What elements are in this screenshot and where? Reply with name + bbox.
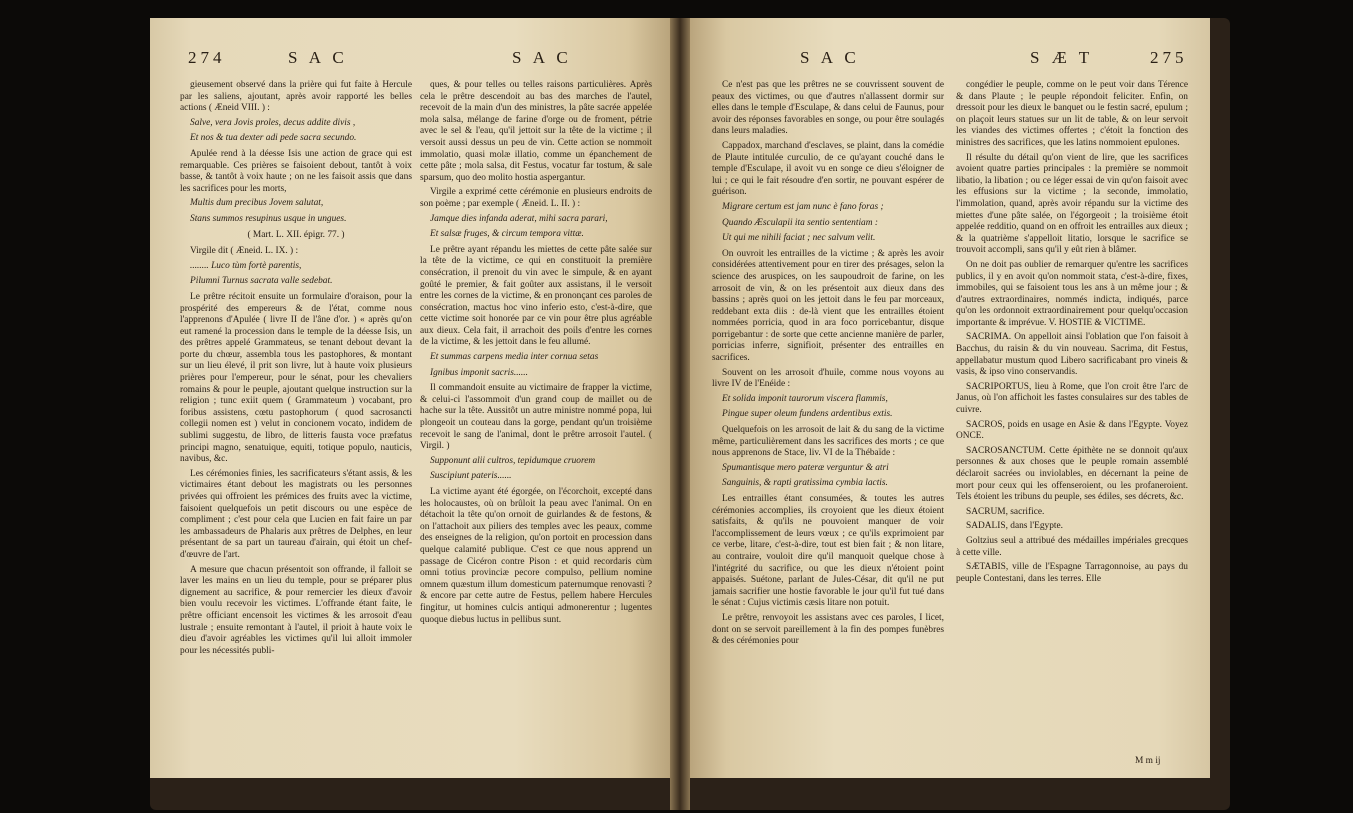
- verse-line: Et solida imponit taurorum viscera flammis,: [722, 393, 888, 404]
- left-page: [150, 18, 670, 810]
- verse-line: Suscipiunt pateris......: [430, 471, 512, 482]
- paragraph: SACRIPORTUS, lieu à Rome, que l'on croit être l'arc de Janus, où l'on affichoit les fastes consulaires sur des tables de cuivre.: [956, 381, 1188, 416]
- verse-line: Et summas carpens media inter cornua setas: [430, 352, 599, 363]
- paragraph: Les cérémonies finies, les sacrificateurs s'étant assis, & les victimaires étant debout les magistrats ou les personnes privées qui offroient les prémices des fruits avec la victime, faisoient quelquefois un petit discours ou une espèce de compliment ; c'est pour cela que Lucien en fait faire un par les ambassadeurs de Phalaris aux prêtres de Delphes, en leur présentant de sa part un taureau d'airain, qui étoit un chef-d'œuvre de l'art.: [180, 468, 412, 560]
- citation: ( Mart. L. XII. épigr. 77. ): [247, 229, 345, 240]
- running-head: S A C: [800, 48, 860, 67]
- verse-line: Pingue super oleum fundens ardentibus extis.: [722, 409, 893, 420]
- paragraph: Apulée rend à la déesse Isis une action de grace qui est remarquable. Ces prières se faisoient debout, tantôt à voix basse, & tantôt à voix haute ; on ne les faisoit assis que dans les sacrifices pour les morts,: [180, 148, 412, 194]
- paragraph: On ouvroit les entrailles de la victime ; & après les avoir considérées attentivement pour en tirer des présages, selon la science des aruspices, on les saupoudroit de farine, on les arrosoit de vin, & on les présentoit aux dieux dans des bassins ; après quoi on les jettoit dans le feu par morceaux, reddebant exta diis : de-là vient que les entrailles étoient nommées porricia, quod in ara foco porricebantur, disque porrigebantur : de sorte que cette ancienne manière de parler, porricias inferre, signifioit, présenter des entrailles en sacrifices.: [712, 248, 944, 364]
- verse-line: Salve, vera Jovis proles, decus addite divis ,: [190, 117, 356, 128]
- paragraph: Les entrailles étant consumées, & toutes les autres cérémonies accomplies, ils croyoient que les dieux étoient satisfaits, & qu'ils ne pouvoient manquer de voir l'accomplissement de leurs vœux ; ce qu'ils exprimoient par ce verbe, litare, c'est-à-dire, tout est bien fait ; & non litare, au contraire, vouloit dire qu'il manquoit quelque chose à l'intégrité du sacrifice, ou que les dieux n'étoient point appaisés. Suétone, parlant de Jules-César, dit qu'il ne put jamais sacrifier une hostie favorable le jour qu'il fut tué dans le sénat : Cujus victimis cæsis litare non potuit.: [712, 494, 944, 609]
- running-head: S A C: [512, 48, 572, 67]
- verse-line: Spumantisque mero pateræ verguntur & atri: [722, 462, 889, 473]
- running-head: S A C: [288, 48, 348, 67]
- paragraph: Il résulte du détail qu'on vient de lire, que les sacrifices avoient quatre parties principales : la première se nommoit libatio, la libation ; ou ce léger essai de vin qu'on faisoit avec les effusions sur la victime ; la seconde, immolatio, l'immolation, quand, après avoir répandu sur la victime des miettes d'une pâte salée, on l'égorgeoit ; la troisième étoit appelée redditio, quand on en offroit les entrailles aux dieux ; & la quatrième s'appelloit litatio, lorsque le sacrifice se trouvoit accompli, sans qu'il y eût rien à blâmer.: [956, 152, 1188, 256]
- paragraph: gieusement observé dans la prière qui fut faite à Hercule par les saliens, ajoutant, après avoir rapporté les belles actions ( Æneid VIII. ) :: [180, 80, 412, 114]
- paragraph: SACRUM, sacrifice.: [966, 506, 1045, 517]
- verse-line: Jamque dies infanda aderat, mihi sacra parari,: [430, 213, 608, 224]
- verse-line: Ut qui me nihili faciat ; nec salvum velit.: [722, 233, 876, 244]
- paragraph: Goltzius seul a attribué des médailles impériales grecques à cette ville.: [956, 535, 1188, 558]
- paragraph: ques, & pour telles ou telles raisons particulières. Après cela le prêtre descendoit au bas des marches de l'autel, recevoit de la main d'un des ministres, la pâte sacrée appelée mola salsa, mélange de farine d'orge ou de froment, pétrie avec le sel & l'eau, qu'il jettoit sur la tête de la victime ; il versoit aussi dessus un peu de vin. Cette action se nommoit immolatio, quasi molæ illatio, comme un épanchement de cette pâte ; mola salsa, dit Festus, vocatur far tostum, & sale sparsum, quo deo molito hostia aspergantur.: [420, 80, 652, 183]
- paragraph: Le prêtre récitoit ensuite un formulaire d'oraison, pour la prospérité des empereurs & de l'état, comme nous l'apprenons d'Apulée ( livre II de l'âne d'or. ) « après qu'on eut ramené la procession dans le temple de la déesse Isis, un des prêtres appelé Grammateus, se tenant debout devant la porte du chœur, assembla tous les pastophores, & montant sur un lieu élevé, il prit son livre, lut à haute voix plusieurs prières pour l'empereur, pour le sénat, pour les chevaliers romains & pour le peuple, ajoutant quelque instruction sur la religion ; tunc exiit quem ( Grammateum ) vocabant, pro foribus assistens, cœtu pastophorum ( quod sacrosancti collegii nomen est ) velut in concionem vocato, indidem de sublimi suggestu, de libro, de litteris fausta voce præfatus principi magno, senatuique, equiti, totique populo, nauticis, navibus, &c.: [180, 291, 412, 465]
- verse-line: ........ Luco tùm fortè parentis,: [190, 260, 302, 271]
- left-page-header: [150, 48, 670, 74]
- running-head: S Æ T: [1030, 48, 1094, 67]
- open-book: [150, 18, 1230, 810]
- paragraph: Le prêtre, renvoyoit les assistans avec ces paroles, I licet, dont on se servoit pareillement à la fin des pompes funèbres & des cérémonies pour: [712, 612, 944, 647]
- text-column: [712, 80, 944, 651]
- paragraph: La victime ayant été égorgée, on l'écorchoit, excepté dans les holocaustes, où on brûloit la peau avec l'animal. On en détachoit la tête qu'on ornoit de guirlandes & de festons, & on l'attachoit aux piliers des temples avec les peaux, comme des enseignes de la religion, qu'on portoit en procession dans quelque calamité publique. C'est ce que nous apprend un passage de Cicéron contre Pison : et quid recordaris cùm omni totius provinciæ pecore compulso, pellium nomine omnem quæstum illum domesticum paternumque renovasti ? & encore par cette autre de Festus, pellem habere Hercules fingitur, ut homines culcis antiqui admonerentur ; lugentes quoque diebus luctus in pellibus sunt.: [420, 487, 652, 625]
- book-gutter: [670, 18, 690, 810]
- verse-line: Migrare certum est jam nunc è fano foras ;: [722, 201, 884, 212]
- right-page-paper: [690, 18, 1210, 778]
- paragraph: Quelquefois on les arrosoit de lait & du sang de la victime même, particulièrement dans les sacrifices des morts ; ce que nous apprenons de Stace, liv. VI de la Thébaïde :: [712, 425, 944, 459]
- paragraph: SÆTABIS, ville de l'Espagne Tarragonnoise, au pays du peuple Contestani, dans les terres. Elle: [956, 562, 1188, 584]
- paragraph: SACROS, poids en usage en Asie & dans l'Egypte. Voyez ONCE.: [956, 419, 1188, 442]
- text-column: [180, 80, 412, 660]
- paragraph: SACRIMA. On appelloit ainsi l'oblation que l'on faisoit à Bacchus, du raisin & du vin nouveau. Sacrima, dit Festus, appellabatur mustum quod Libero sacrificabant pro vineis & vasis, & ipso vino conservandis.: [956, 332, 1188, 378]
- paragraph: Virgile a exprimé cette cérémonie en plusieurs endroits de son poème ; par exemple ( Æneid. L. II. ) :: [420, 187, 652, 209]
- verse-line: Et nos & tua dexter adi pede sacra secundo.: [190, 133, 357, 144]
- signature-mark: M m ij: [1135, 756, 1161, 766]
- verse-line: Pilumni Turnus sacrata valle sedebat.: [190, 276, 333, 287]
- verse-line: Supponunt alii cultros, tepidumque cruorem: [430, 455, 596, 466]
- page-number: 274: [188, 48, 226, 67]
- paragraph: Il commandoit ensuite au victimaire de frapper la victime, & celui-ci l'assommoit d'un grand coup de maillet ou de hache sur la tête. Aussitôt un autre ministre nommé popa, lui plongeoit un couteau dans la gorge, pendant qu'un troisième recevoit le sang de l'animal, dont le prêtre arrosoit l'autel. ( Virgil. ): [420, 383, 652, 452]
- verse-line: Et salsæ fruges, & circum tempora vittæ.: [430, 229, 584, 240]
- paragraph: Souvent on les arrosoit d'huile, comme nous voyons au livre IV de l'Enéide :: [712, 367, 944, 390]
- verse-line: Multis dum precibus Jovem salutat,: [190, 198, 324, 209]
- verse-line: Sanguinis, & rapti gratissima cymbia lactis.: [722, 478, 888, 489]
- paragraph: Le prêtre ayant répandu les miettes de cette pâte salée sur la tête de la victime, ce qui en constituoit la première consécration, il prenoit du vin avec le simpule, & en ayant goûté le premier, & fait goûter aux assistans, il le versoit entre les cornes de la victime, & en prononçant ces paroles de consécration, mactus hoc vino inferio esto, c'est-à-dire, que cette victime soit honorée par ce vin pour être plus agréable aux dieux. Cela fait, il arrachoit des poils d'entre les cornes de la victime, & les jettoit dans le feu allumé.: [420, 244, 652, 348]
- text-column: [420, 80, 652, 629]
- paragraph: A mesure que chacun présentoit son offrande, il falloit se laver les mains en un lieu du temple, pour se préparer plus dignement au sacrifice, & pour remercier les dieux d'avoir bien voulu recevoir les victimes. L'offrande étant faite, le prêtre officiant encensoit les victimes & les arrosoit d'eau lustrale ; ensuite remontant à l'autel, il prioit à haute voix le dieu d'avoir agréables les victimes qu'il lui alloit immoler pour les nécessités publi-: [180, 564, 412, 656]
- paragraph: On ne doit pas oublier de remarquer qu'entre les sacrifices publics, il y en avoit qu'on nommoit stata, c'est-à-dire, fixes, immobiles, qui se faisoient tous les ans à un même jour ; & d'autres extraordinaires, nommés indicta, indiqués, parce qu'on les ordonnoit extraordinairement pour quelqu'occasion importante & imprévue. V. HOSTIE & VICTIME.: [956, 259, 1188, 328]
- paragraph: Ce n'est pas que les prêtres ne se couvrissent souvent de peaux des victimes, ou que d'autres n'allassent dormir sur elles dans le temple d'Esculape, & dans celui de Faunus, pour avoir des réponses favorables en songe, ou pour être soulagés dans leurs maladies.: [712, 80, 944, 137]
- paragraph: congédier le peuple, comme on le peut voir dans Térence & dans Plaute ; le peuple répondoit feliciter. Enfin, on dressoit pour les dieux le banquet ou le festin sacré, epulum ; on plaçoit leurs statues sur un lit de table, & on leur servoit les viandes des victimes offertes ; c'étoit la fonction des ministres des sacrifices, que les latins nommoient epulones.: [956, 80, 1188, 148]
- paragraph: SADALIS, dans l'Egypte.: [966, 521, 1063, 532]
- paragraph: SACROSANCTUM. Cette épithète ne se donnoit qu'aux personnes & aux choses que le peuple romain assemblé déclaroit sacrées ou inviolables, en décernant la peine de mort pour ceux qui les offenseroient, ou les profaneroient. Tels étoient les tribuns du peuple, ses édiles, ses décrets, &c.: [956, 445, 1188, 503]
- verse-line: Ignibus imponit sacris......: [430, 367, 528, 378]
- paragraph: Virgile dit ( Æneid. L. IX. ) :: [190, 246, 299, 257]
- text-column: [956, 80, 1188, 588]
- right-page: [690, 18, 1210, 810]
- page-number: 275: [1150, 48, 1188, 67]
- paragraph: Cappadox, marchand d'esclaves, se plaint, dans la comédie de Plaute intitulée curculio, de ce qu'ayant couché dans le temple d'Esculape, il avoit vu en songe ce dieu s'éloigner de lui ; ce qui le fait résoudre d'en sortir, ne pouvant espérer de guérison.: [712, 140, 944, 198]
- verse-line: Quando Æsculapii ita sentio sententiam :: [722, 217, 878, 228]
- left-page-paper: [150, 18, 670, 778]
- right-page-header: [690, 48, 1210, 74]
- verse-line: Stans summos resupinus usque in ungues.: [190, 213, 347, 224]
